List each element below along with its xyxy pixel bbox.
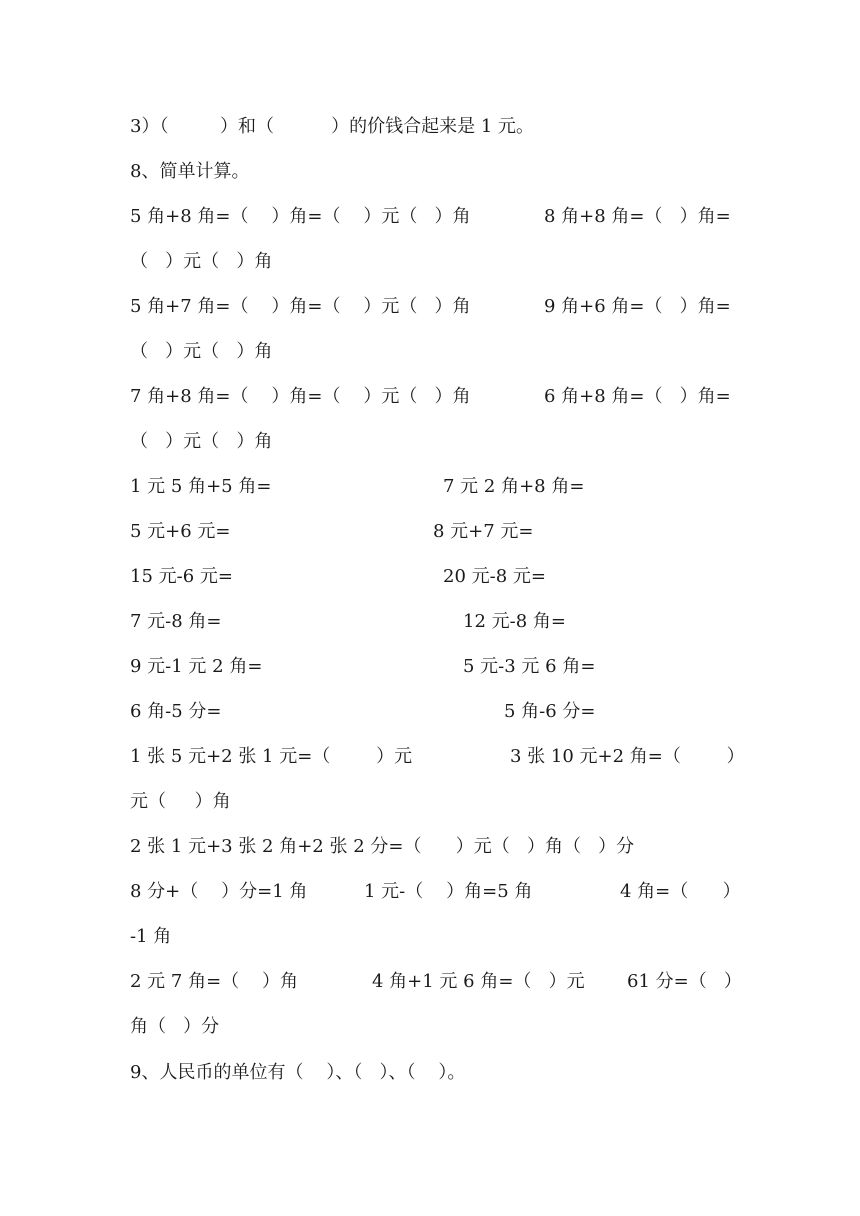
calc-expression: 20 元-8 元=: [443, 566, 546, 587]
calc-row-continuation: [130, 247, 740, 277]
calc-expression: 8 角+8 角=（ ）角=: [544, 206, 731, 227]
calc-expression: 6 角-5 分=: [130, 701, 222, 722]
calc-expression: （ ）元（ ）角: [130, 431, 273, 452]
calc-row: [130, 562, 740, 592]
calc-expression: 61 分=（ ）: [627, 971, 742, 992]
question-text: 9、人民币的单位有（ ）、（ ）、（ ）。: [130, 1062, 466, 1083]
calc-row: [130, 967, 740, 997]
calc-expression: 5 元+6 元=: [130, 521, 231, 542]
calc-row: [130, 697, 740, 727]
calc-expression: 2 元 7 角=（ ）角: [130, 971, 299, 992]
calc-expression: 角（ ）分: [130, 1016, 220, 1037]
calc-expression: 元（ ）角: [130, 791, 231, 812]
calc-expression: 9 角+6 角=（ ）角=: [544, 296, 731, 317]
calc-expression: 7 角+8 角=（ ）角=（ ）元（ ）角: [130, 386, 471, 407]
calc-expression: 5 角+8 角=（ ）角=（ ）元（ ）角: [130, 206, 471, 227]
calc-expression: 6 角+8 角=（ ）角=: [544, 386, 731, 407]
calc-row-continuation: [130, 1012, 740, 1042]
calc-row-continuation: [130, 337, 740, 367]
calc-row: [130, 652, 740, 682]
calc-expression: （ ）元（ ）角: [130, 341, 273, 362]
section-heading: 8、简单计算。: [130, 161, 250, 182]
calc-expression: 12 元-8 角=: [463, 611, 566, 632]
calc-row: [130, 202, 740, 232]
question-8-heading: [130, 157, 740, 187]
calc-expression: 4 角=（ ）: [620, 881, 741, 902]
calc-row: [130, 832, 740, 862]
calc-expression: 8 元+7 元=: [433, 521, 534, 542]
calc-expression: -1 角: [130, 926, 172, 947]
calc-row-continuation: [130, 427, 740, 457]
calc-expression: 7 元 2 角+8 角=: [443, 476, 585, 497]
calc-row: [130, 607, 740, 637]
calc-expression: （ ）元（ ）角: [130, 251, 273, 272]
question-9: [130, 1058, 740, 1088]
calc-expression: 3 张 10 元+2 角=（ ）: [510, 746, 745, 767]
calc-expression: 5 元-3 元 6 角=: [463, 656, 596, 677]
calc-row-continuation: [130, 787, 740, 817]
calc-expression: 15 元-6 元=: [130, 566, 233, 587]
calc-row: [130, 877, 740, 907]
calc-expression: 9 元-1 元 2 角=: [130, 656, 263, 677]
calc-row: [130, 742, 745, 772]
calc-row-continuation: [130, 922, 740, 952]
calc-expression: 8 分+（ ）分=1 角: [130, 881, 308, 902]
calc-row: [130, 292, 740, 322]
calc-expression: 7 元-8 角=: [130, 611, 222, 632]
calc-expression: 5 角+7 角=（ ）角=（ ）元（ ）角: [130, 296, 471, 317]
question-7-item-3: [130, 112, 740, 142]
calc-expression: 1 元-（ ）角=5 角: [364, 881, 533, 902]
calc-expression: 2 张 1 元+3 张 2 角+2 张 2 分=（ ）元（ ）角（ ）分: [130, 836, 635, 857]
calc-expression: 1 元 5 角+5 角=: [130, 476, 272, 497]
calc-expression: 5 角-6 分=: [504, 701, 596, 722]
calc-row: [130, 472, 740, 502]
calc-expression: 4 角+1 元 6 角=（ ）元: [372, 971, 585, 992]
calc-expression: 1 张 5 元+2 张 1 元=（ ）元: [130, 746, 413, 767]
calc-row: [130, 382, 740, 412]
question-text: 3）（ ）和（ ）的价钱合起来是 1 元。: [130, 116, 535, 137]
calc-row: [130, 517, 740, 547]
